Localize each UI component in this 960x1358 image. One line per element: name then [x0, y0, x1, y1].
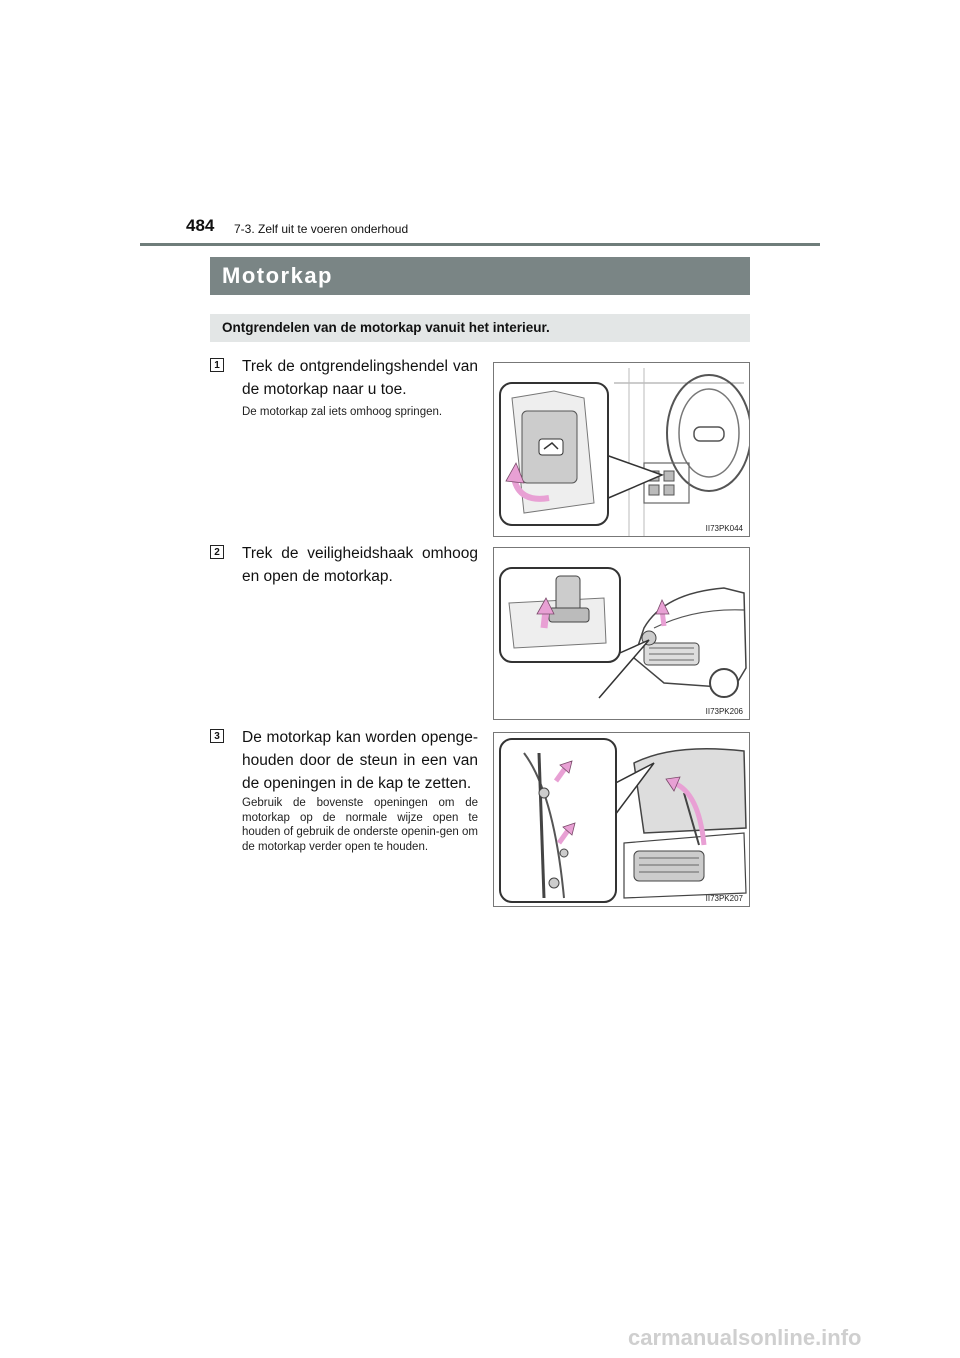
figure-hood-support-rod [493, 732, 750, 907]
figure-safety-catch [493, 547, 750, 720]
step-3-text: De motorkap kan worden openge-houden door de steun in een van de openingen in de kap te zetten. [242, 729, 478, 792]
section-title: 7-3. Zelf uit te voeren onderhoud [234, 222, 409, 236]
step-number-3: 3 [210, 729, 224, 743]
step-number-1: 1 [210, 358, 224, 372]
figure-code-3: II73PK207 [705, 894, 743, 903]
step-2-text: Trek de veiligheidshaak omhoog en open de motorkap. [242, 545, 478, 585]
step-1-text: Trek de ontgrendelingshendel van de motorkap naar u toe. [242, 358, 478, 398]
page-number: 484 [186, 216, 215, 235]
subheading-text: Ontgrendelen van de motorkap vanuit het interieur. [222, 320, 550, 335]
subheading-bar [210, 314, 750, 342]
step-1-note: De motorkap zal iets omhoog springen. [242, 406, 443, 418]
page-title-bar [210, 257, 750, 295]
figure-code-2: II73PK206 [705, 707, 743, 716]
step-3-note: Gebruik de bovenste openingen om de motorkap op de normale wijze open te houden of gebruik de onderste openin-gen om de motorkap verder open te houden. [242, 797, 478, 853]
watermark: carmanualsonline.info [628, 1325, 862, 1350]
figure-code-1: II73PK044 [705, 524, 743, 533]
page-title: Motorkap [222, 263, 333, 288]
step-number-2: 2 [210, 545, 224, 559]
figure-hood-release-lever [493, 362, 750, 537]
header-divider [140, 243, 820, 246]
